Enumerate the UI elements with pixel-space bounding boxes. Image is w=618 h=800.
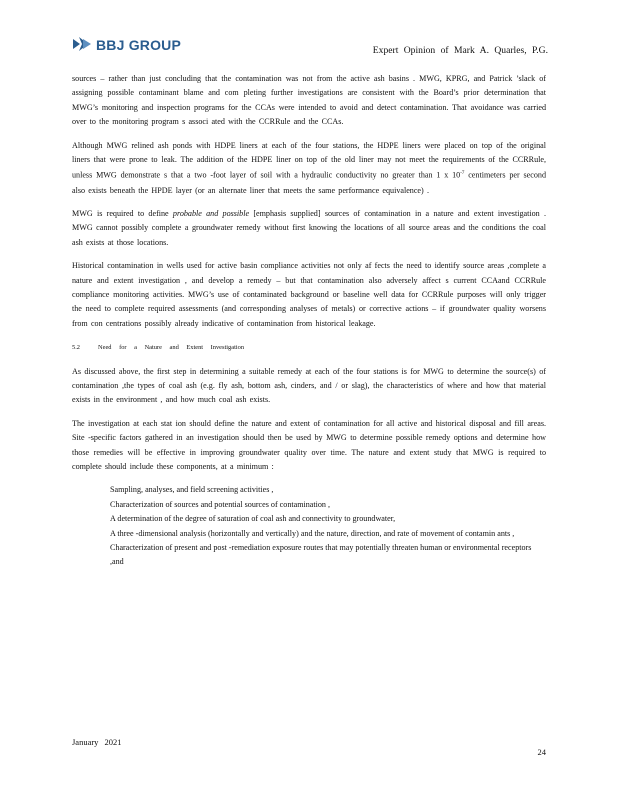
section-heading xyxy=(72,341,546,355)
list-item xyxy=(72,483,546,497)
list-item-text: Characterization of sources and potential sources of contamination , xyxy=(110,499,331,509)
document-body xyxy=(72,72,546,570)
document-header-title: Expert Opinion of Mark A. Quarles, P.G. xyxy=(372,45,548,56)
section-number: 5.2 xyxy=(72,344,80,352)
paragraph-2-rest: centimeters per second also exists beneath the HPDE layer (or an alternate liner that meets the same performance equivalence) . xyxy=(72,171,546,195)
paragraph-3-pre: MWG is required to define xyxy=(72,208,173,218)
section-title: Need for a Nature and Extent Investigation xyxy=(98,344,245,352)
company-logo xyxy=(72,36,181,54)
paragraph-6: The investigation at each stat ion should define the nature and extent of contamination for all active and historical disposal and fill areas. Site -specific factors gathered in an investigation should then be used by MWG to determine possible remedy options and determine how those remedies will be effective in improving groundwater quality over time. The nature and extent study that MWG is required to complete should include these components, at a minimum : xyxy=(72,418,546,472)
requirements-list xyxy=(72,483,546,569)
list-item-text: Sampling, analyses, and field screening activities , xyxy=(110,485,274,495)
list-item xyxy=(72,527,546,541)
bbj-logo-icon xyxy=(72,36,92,54)
paragraph-1: sources – rather than just concluding that the contamination was not from the active ash basins . MWG, KPRG, and Patrick ’slack of assigning possible contaminant blame and com pleting further investigations are consistent with the Board’s prior determination that MWG’s monitoring and inspection programs for the CCAs were intended to avoid and detect contamination. That avoidance was carried over to the monitoring program s associ ated with the CCRRule and the CCAs. xyxy=(72,74,546,127)
paragraph-2 xyxy=(72,139,546,198)
footer-date: January 2021 xyxy=(72,737,122,747)
paragraph-3-emphasis: probable and possible xyxy=(172,208,250,218)
paragraph-3-post: [emphasis supplied] sources of contamination in a nature and extent investigation . MWG cannot possibly complete a groundwater remedy without first knowing the locations of all source areas and the conditions the coal ash exists at those locations. xyxy=(72,208,546,247)
paragraph-2-text: Although MWG relined ash ponds with HDPE liners at each of the four stations, the HDPE liners were placed on top of the original liners that were prone to leak. The addition of the HDPE liner on top of the old liner may not meet the requirements of the CCRRule, unless MWG demonstrate s that a two -foot layer of soil with a hydraulic conductivity no greater than 1 x 10 xyxy=(72,140,546,181)
list-item xyxy=(72,512,546,526)
list-item-text: A three -dimensional analysis (horizontally and vertically) and the nature, direction, and rate of movement of contamin ants , xyxy=(110,528,515,538)
list-item-text: Characterization of present and post -remediation exposure routes that may potentially threaten human or environmental receptors ,and xyxy=(110,543,532,567)
list-item-text: A determination of the degree of saturation of coal ash and connectivity to groundwater, xyxy=(110,514,396,524)
list-item xyxy=(72,541,546,570)
paragraph-4: Historical contamination in wells used for active basin compliance activities not only af fects the need to identify source areas ,complete a nature and extent investigation , and develop a remedy – but that contamination also adversely affect s current CCAand CCRRule compliance monitoring activities. MWG’s use of contaminated background or baseline well data for CCRRule purposes will only trigger the need to complete required assessments (and corresponding analyses of metals) or corrective actions – if groundwater quality worsens from con centrations possibly already indicative of contamination from historical leakage. xyxy=(72,261,546,328)
logo-text: BBJ GROUP xyxy=(96,37,182,53)
list-item xyxy=(72,498,546,512)
paragraph-5: As discussed above, the first step in determining a suitable remedy at each of the four stations is for MWG to determine the source(s) of contamination ,the types of coal ash (e.g. fly ash, bottom ash, cinders, and / or slag), the characteristics of where and how that material exists in the environment , and how much coal ash exists. xyxy=(72,366,546,405)
paragraph-3 xyxy=(72,207,546,250)
paragraph-2-exponent: -7 xyxy=(460,171,465,177)
page-number: 24 xyxy=(537,747,546,757)
